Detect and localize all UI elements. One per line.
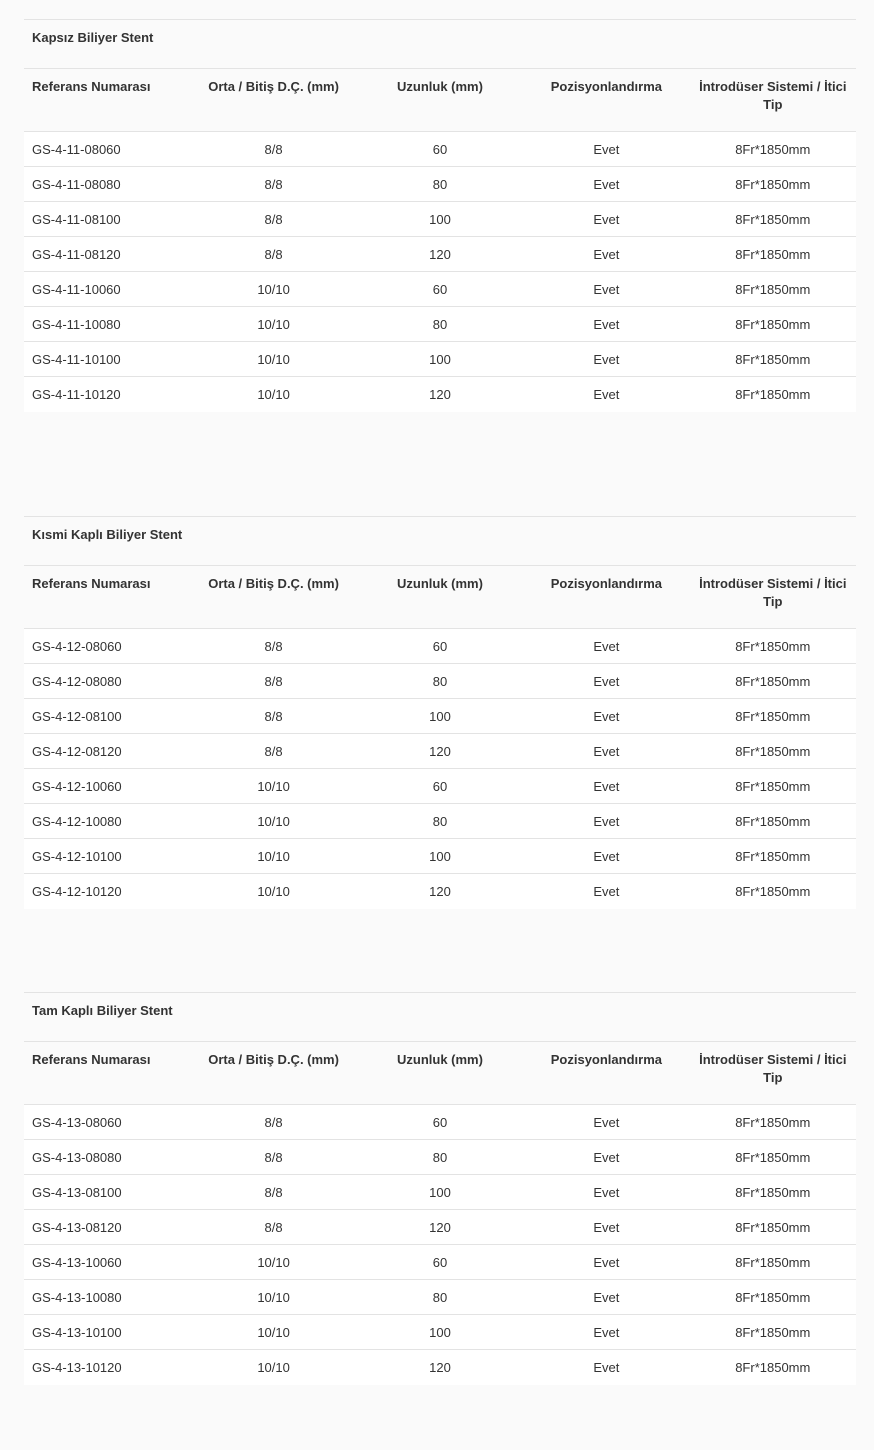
cell-positioning: Evet	[523, 839, 689, 874]
table-row	[24, 1140, 856, 1175]
table-title-row	[24, 20, 856, 69]
cell-length: 120	[357, 874, 523, 909]
cell-positioning: Evet	[523, 1175, 689, 1210]
cell-outer-diameter: 10/10	[190, 839, 356, 874]
stent-table	[24, 19, 856, 412]
cell-introducer: 8Fr*1850mm	[690, 629, 856, 664]
cell-positioning: Evet	[523, 1315, 689, 1350]
cell-positioning: Evet	[523, 1245, 689, 1280]
cell-positioning: Evet	[523, 202, 689, 237]
cell-outer-diameter: 8/8	[190, 664, 356, 699]
cell-outer-diameter: 8/8	[190, 629, 356, 664]
table-header-row	[24, 69, 856, 132]
col-header-ref: Referans Numarası	[24, 1042, 190, 1105]
table-row	[24, 1105, 856, 1140]
table-body	[24, 993, 856, 1385]
cell-introducer: 8Fr*1850mm	[690, 874, 856, 909]
table-row	[24, 307, 856, 342]
cell-ref-number: GS-4-13-10060	[24, 1245, 190, 1280]
table-row	[24, 1280, 856, 1315]
table-row	[24, 1175, 856, 1210]
table-body	[24, 20, 856, 412]
cell-positioning: Evet	[523, 237, 689, 272]
cell-introducer: 8Fr*1850mm	[690, 664, 856, 699]
table-row	[24, 839, 856, 874]
table-title-row	[24, 993, 856, 1042]
cell-positioning: Evet	[523, 132, 689, 167]
cell-outer-diameter: 8/8	[190, 734, 356, 769]
cell-ref-number: GS-4-13-10080	[24, 1280, 190, 1315]
cell-ref-number: GS-4-13-08120	[24, 1210, 190, 1245]
cell-outer-diameter: 8/8	[190, 1175, 356, 1210]
col-header-ref: Referans Numarası	[24, 69, 190, 132]
cell-outer-diameter: 8/8	[190, 699, 356, 734]
cell-positioning: Evet	[523, 804, 689, 839]
cell-length: 60	[357, 132, 523, 167]
cell-introducer: 8Fr*1850mm	[690, 769, 856, 804]
cell-introducer: 8Fr*1850mm	[690, 237, 856, 272]
cell-introducer: 8Fr*1850mm	[690, 1315, 856, 1350]
cell-positioning: Evet	[523, 167, 689, 202]
cell-length: 80	[357, 664, 523, 699]
cell-ref-number: GS-4-13-10120	[24, 1350, 190, 1385]
stent-table	[24, 992, 856, 1385]
table-row	[24, 769, 856, 804]
cell-length: 100	[357, 839, 523, 874]
cell-length: 120	[357, 237, 523, 272]
col-header-length: Uzunluk (mm)	[357, 1042, 523, 1105]
cell-outer-diameter: 8/8	[190, 1140, 356, 1175]
cell-ref-number: GS-4-12-10120	[24, 874, 190, 909]
cell-ref-number: GS-4-13-08100	[24, 1175, 190, 1210]
cell-ref-number: GS-4-13-08060	[24, 1105, 190, 1140]
cell-ref-number: GS-4-12-10060	[24, 769, 190, 804]
cell-introducer: 8Fr*1850mm	[690, 167, 856, 202]
cell-outer-diameter: 10/10	[190, 769, 356, 804]
table-header-row	[24, 566, 856, 629]
cell-outer-diameter: 10/10	[190, 1280, 356, 1315]
table-row	[24, 1245, 856, 1280]
table-body	[24, 517, 856, 909]
cell-outer-diameter: 8/8	[190, 132, 356, 167]
cell-introducer: 8Fr*1850mm	[690, 1210, 856, 1245]
table-row	[24, 342, 856, 377]
cell-positioning: Evet	[523, 874, 689, 909]
cell-length: 100	[357, 699, 523, 734]
cell-length: 100	[357, 342, 523, 377]
cell-ref-number: GS-4-11-08120	[24, 237, 190, 272]
cell-length: 120	[357, 1350, 523, 1385]
table-row	[24, 1210, 856, 1245]
cell-length: 80	[357, 307, 523, 342]
cell-ref-number: GS-4-11-10080	[24, 307, 190, 342]
cell-ref-number: GS-4-11-08100	[24, 202, 190, 237]
cell-introducer: 8Fr*1850mm	[690, 1280, 856, 1315]
cell-introducer: 8Fr*1850mm	[690, 132, 856, 167]
cell-positioning: Evet	[523, 272, 689, 307]
cell-outer-diameter: 8/8	[190, 167, 356, 202]
col-header-positioning: Pozisyonlandırma	[523, 566, 689, 629]
cell-outer-diameter: 10/10	[190, 1315, 356, 1350]
cell-length: 80	[357, 1140, 523, 1175]
cell-outer-diameter: 10/10	[190, 342, 356, 377]
table-header-row	[24, 1042, 856, 1105]
cell-length: 100	[357, 202, 523, 237]
cell-length: 60	[357, 1105, 523, 1140]
cell-ref-number: GS-4-11-10120	[24, 377, 190, 412]
cell-ref-number: GS-4-13-10100	[24, 1315, 190, 1350]
cell-length: 120	[357, 734, 523, 769]
cell-ref-number: GS-4-12-10080	[24, 804, 190, 839]
cell-ref-number: GS-4-12-08080	[24, 664, 190, 699]
cell-length: 80	[357, 167, 523, 202]
col-header-length: Uzunluk (mm)	[357, 69, 523, 132]
table-row	[24, 734, 856, 769]
cell-positioning: Evet	[523, 1210, 689, 1245]
table-title-row	[24, 517, 856, 566]
cell-ref-number: GS-4-11-10100	[24, 342, 190, 377]
cell-length: 60	[357, 1245, 523, 1280]
table-title: Tam Kaplı Biliyer Stent	[24, 993, 856, 1042]
cell-outer-diameter: 8/8	[190, 1210, 356, 1245]
stent-table	[24, 516, 856, 909]
cell-length: 60	[357, 629, 523, 664]
cell-introducer: 8Fr*1850mm	[690, 804, 856, 839]
cell-length: 80	[357, 804, 523, 839]
cell-positioning: Evet	[523, 734, 689, 769]
cell-introducer: 8Fr*1850mm	[690, 202, 856, 237]
cell-introducer: 8Fr*1850mm	[690, 1105, 856, 1140]
col-header-introducer: İntrodüser Sistemi / İtici Tip	[690, 69, 856, 132]
cell-positioning: Evet	[523, 664, 689, 699]
table-row	[24, 1350, 856, 1385]
cell-positioning: Evet	[523, 629, 689, 664]
table-row	[24, 132, 856, 167]
cell-outer-diameter: 10/10	[190, 804, 356, 839]
table-row	[24, 699, 856, 734]
cell-outer-diameter: 10/10	[190, 1350, 356, 1385]
table-row	[24, 629, 856, 664]
cell-positioning: Evet	[523, 1140, 689, 1175]
cell-introducer: 8Fr*1850mm	[690, 839, 856, 874]
cell-outer-diameter: 10/10	[190, 307, 356, 342]
cell-outer-diameter: 8/8	[190, 202, 356, 237]
table-row	[24, 874, 856, 909]
cell-introducer: 8Fr*1850mm	[690, 307, 856, 342]
cell-introducer: 8Fr*1850mm	[690, 342, 856, 377]
cell-positioning: Evet	[523, 1350, 689, 1385]
col-header-length: Uzunluk (mm)	[357, 566, 523, 629]
cell-length: 100	[357, 1315, 523, 1350]
cell-introducer: 8Fr*1850mm	[690, 734, 856, 769]
table-row	[24, 202, 856, 237]
cell-positioning: Evet	[523, 1280, 689, 1315]
cell-outer-diameter: 8/8	[190, 1105, 356, 1140]
stent-table-uncovered	[24, 19, 856, 412]
cell-ref-number: GS-4-12-08100	[24, 699, 190, 734]
cell-positioning: Evet	[523, 342, 689, 377]
cell-introducer: 8Fr*1850mm	[690, 1245, 856, 1280]
cell-ref-number: GS-4-11-08060	[24, 132, 190, 167]
cell-length: 60	[357, 769, 523, 804]
table-row	[24, 377, 856, 412]
col-header-introducer: İntrodüser Sistemi / İtici Tip	[690, 566, 856, 629]
col-header-introducer: İntrodüser Sistemi / İtici Tip	[690, 1042, 856, 1105]
cell-ref-number: GS-4-11-08080	[24, 167, 190, 202]
col-header-od: Orta / Bitiş D.Ç. (mm)	[190, 1042, 356, 1105]
col-header-od: Orta / Bitiş D.Ç. (mm)	[190, 69, 356, 132]
cell-length: 60	[357, 272, 523, 307]
cell-outer-diameter: 10/10	[190, 1245, 356, 1280]
col-header-positioning: Pozisyonlandırma	[523, 69, 689, 132]
cell-positioning: Evet	[523, 377, 689, 412]
cell-length: 120	[357, 1210, 523, 1245]
cell-length: 120	[357, 377, 523, 412]
cell-outer-diameter: 10/10	[190, 272, 356, 307]
cell-length: 100	[357, 1175, 523, 1210]
table-row	[24, 1315, 856, 1350]
cell-introducer: 8Fr*1850mm	[690, 377, 856, 412]
table-title: Kısmi Kaplı Biliyer Stent	[24, 517, 856, 566]
stent-table-partially-covered	[24, 516, 856, 909]
cell-ref-number: GS-4-12-10100	[24, 839, 190, 874]
cell-ref-number: GS-4-11-10060	[24, 272, 190, 307]
cell-ref-number: GS-4-12-08120	[24, 734, 190, 769]
table-row	[24, 804, 856, 839]
table-title: Kapsız Biliyer Stent	[24, 20, 856, 69]
table-row	[24, 664, 856, 699]
table-row	[24, 167, 856, 202]
col-header-positioning: Pozisyonlandırma	[523, 1042, 689, 1105]
cell-introducer: 8Fr*1850mm	[690, 272, 856, 307]
cell-positioning: Evet	[523, 307, 689, 342]
col-header-ref: Referans Numarası	[24, 566, 190, 629]
cell-positioning: Evet	[523, 699, 689, 734]
cell-positioning: Evet	[523, 769, 689, 804]
cell-introducer: 8Fr*1850mm	[690, 1175, 856, 1210]
cell-outer-diameter: 10/10	[190, 377, 356, 412]
table-row	[24, 272, 856, 307]
stent-table-fully-covered	[24, 992, 856, 1385]
table-row	[24, 237, 856, 272]
cell-introducer: 8Fr*1850mm	[690, 1140, 856, 1175]
cell-ref-number: GS-4-13-08080	[24, 1140, 190, 1175]
cell-ref-number: GS-4-12-08060	[24, 629, 190, 664]
col-header-od: Orta / Bitiş D.Ç. (mm)	[190, 566, 356, 629]
cell-positioning: Evet	[523, 1105, 689, 1140]
cell-introducer: 8Fr*1850mm	[690, 699, 856, 734]
cell-introducer: 8Fr*1850mm	[690, 1350, 856, 1385]
cell-outer-diameter: 10/10	[190, 874, 356, 909]
cell-outer-diameter: 8/8	[190, 237, 356, 272]
cell-length: 80	[357, 1280, 523, 1315]
